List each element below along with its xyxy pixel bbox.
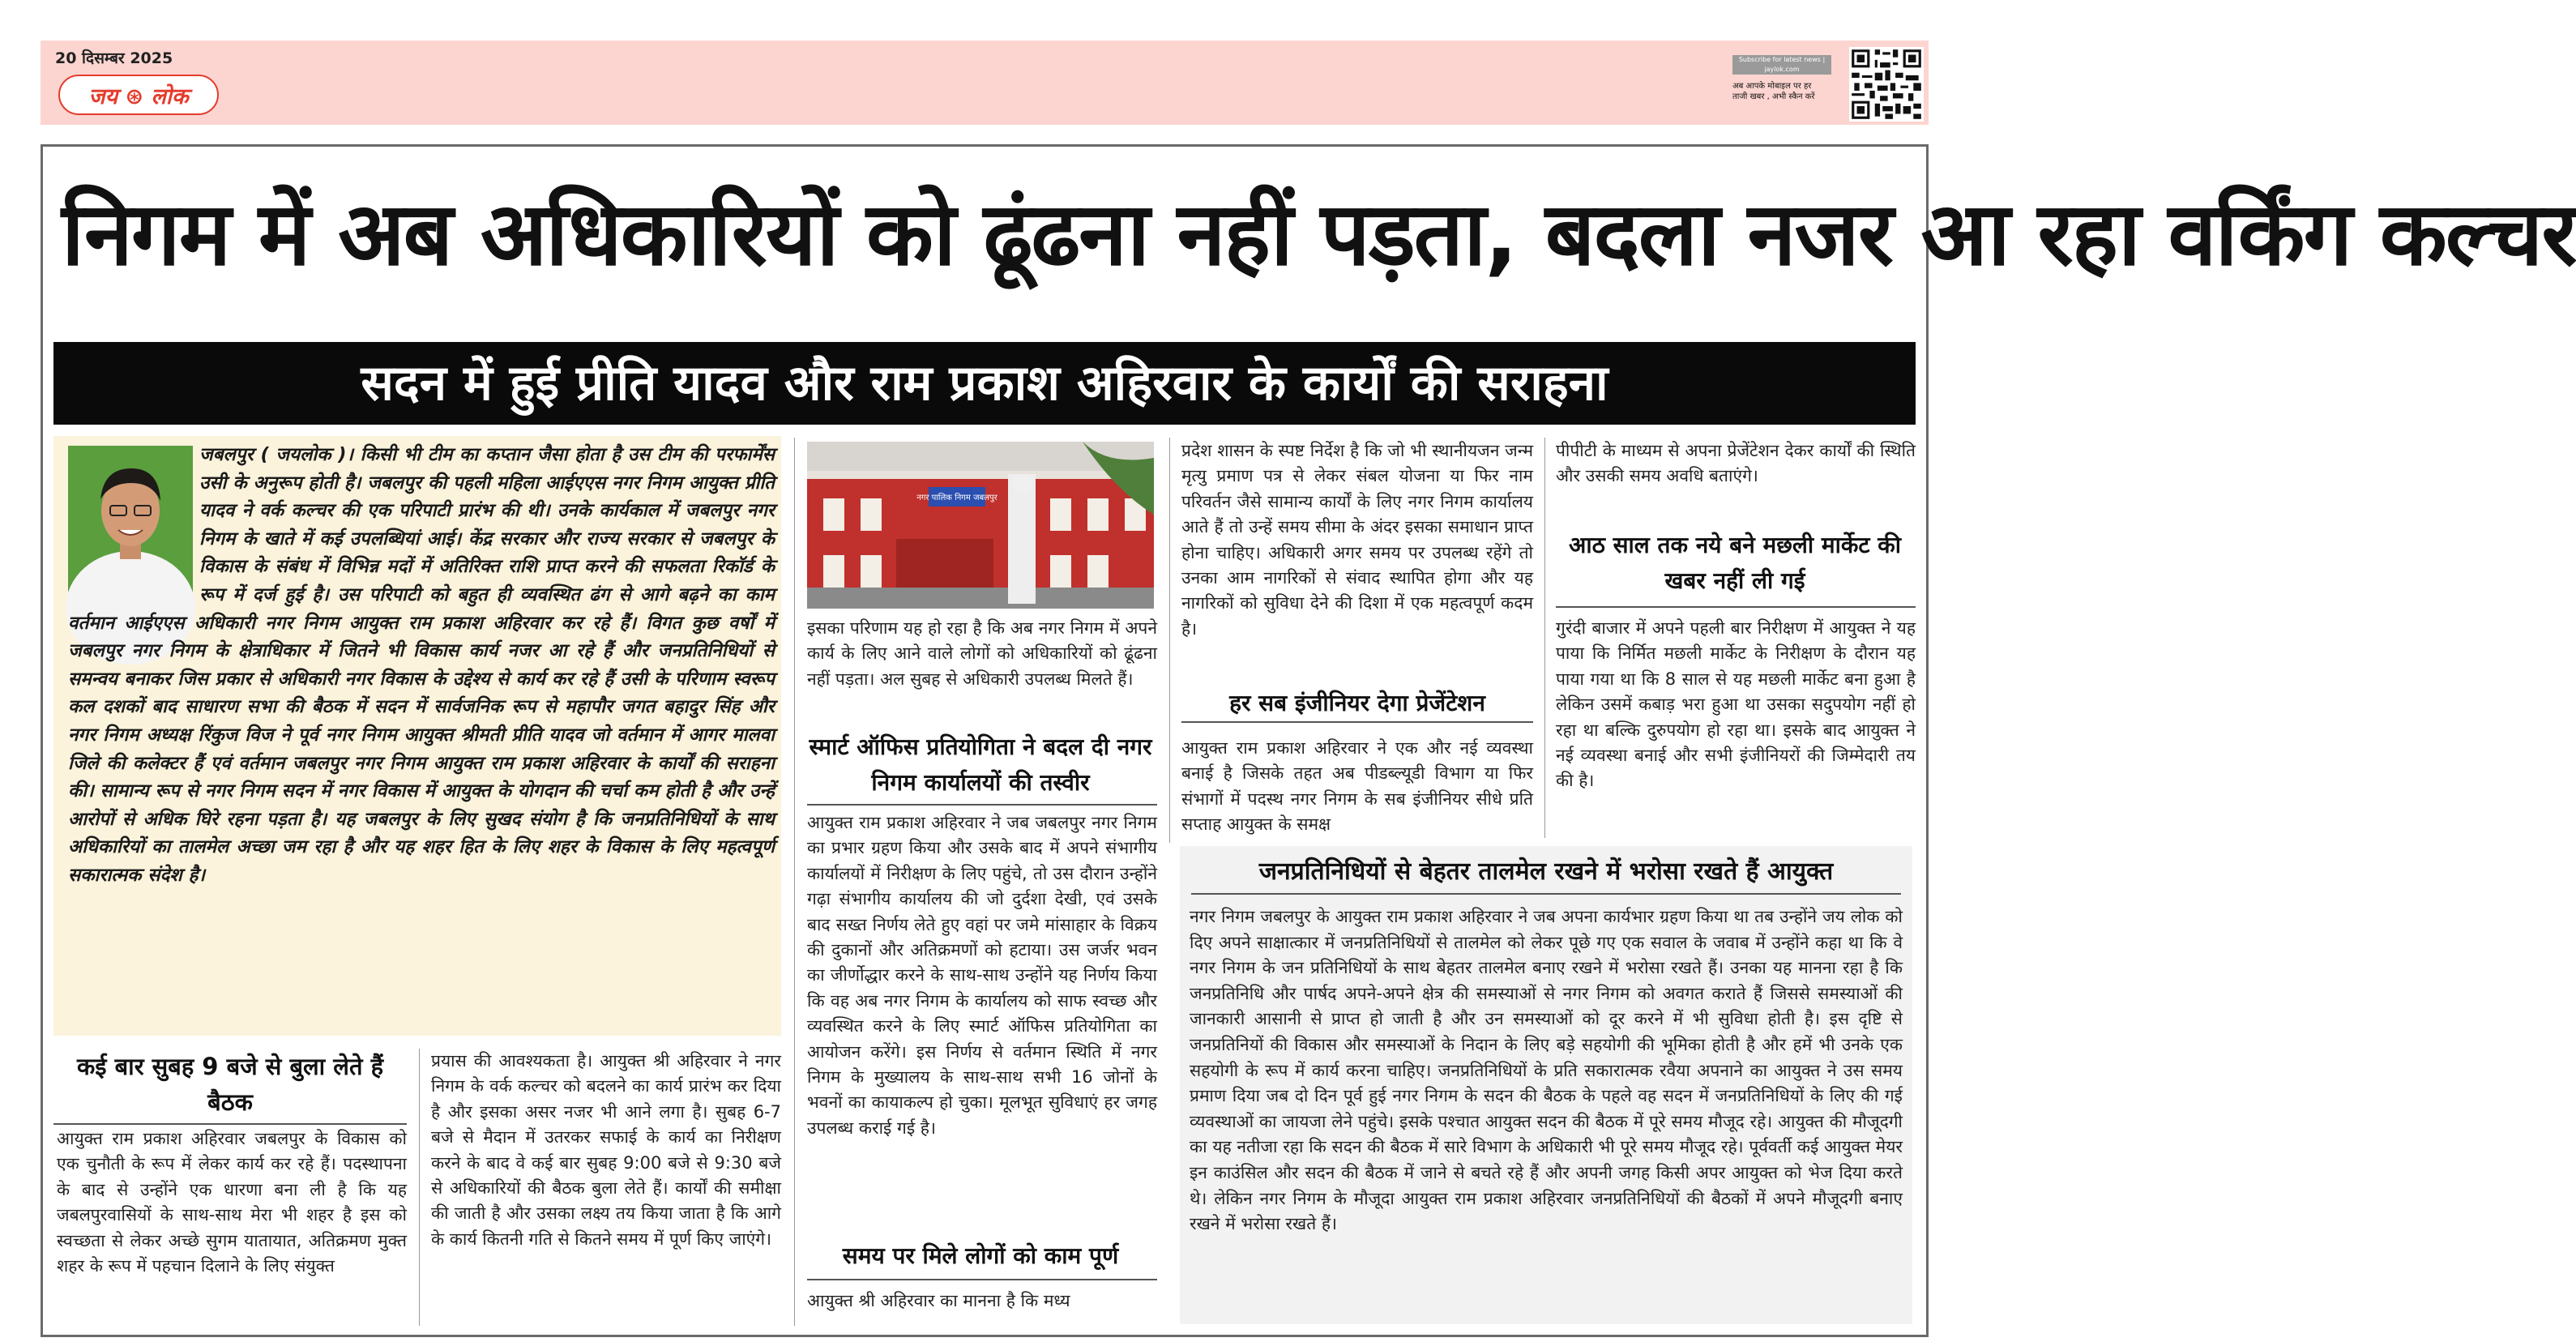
masthead <box>41 41 1929 125</box>
promo-banner: Subscribe for latest news | jaylok.com <box>1732 55 1831 75</box>
column-divider <box>794 438 795 1326</box>
building-illustration-icon <box>807 442 1154 609</box>
column-4-intro: प्रदेश शासन के स्पष्ट निर्देश है कि जो भी स्थानीयजन जन्म मृत्यु प्रमाण पत्र से लेकर संबल योजना या फिर नाम परिवर्तन जैसे सामान्य कार्यों के लिए नगर निगम कार्यालय आते हैं तो उन्हें समय सीमा के अंदर इसका समाधान प्राप्त होना चाहिए। अधिकारी अगर समय पर उपलब्ध रहेंगे तो उनका आम नागरिकों से संवाद स्थापित होगा और यह नागरिकों को सुविधा देने की दिशा में एक महत्वपूर्ण कदम है। <box>1181 441 1533 639</box>
heading-underline <box>807 804 1157 806</box>
promo-line-2: ताजी खबर , अभी स्कैन करें <box>1732 92 1815 101</box>
section-heading-fish-market: आठ साल तक नये बने मछली मार्केट की खबर नहीं ली गई <box>1568 532 1902 594</box>
section-heading-smart-office: स्मार्ट ऑफिस प्रतियोगिता ने बदल दी नगर निगम कार्यालयों की तस्वीर <box>809 733 1152 796</box>
heading-underline <box>1181 721 1533 723</box>
column-3-intro: इसका परिणाम यह हो रहा है कि अब नगर निगम में अपने कार्य के लिए आने वाले लोगों को अधिकारियों को ढूंढना नहीं पड़ता। अल सुबह से अधिकारी उपलब्ध मिलते हैं। <box>807 618 1157 689</box>
heading-underline <box>53 1123 407 1125</box>
heading-underline <box>1191 893 1901 895</box>
section-heading-engineer-presentation: हर सब इंजीनियर देगा प्रेजेंटेशन <box>1229 690 1485 716</box>
section-body-timely-work: आयुक्त श्री अहिरवार का मानना है कि मध्य <box>807 1291 1070 1310</box>
column-divider <box>1169 438 1170 843</box>
column-2-body: प्रयास की आवश्यकता है। आयुक्त श्री अहिरवार ने नगर निगम के वर्क कल्चर को बदलने का कार्य प्रारंभ कर दिया है और इसका असर नजर भी आने लगा है। सुबह 6-7 बजे से मैदान में उतरकर सफाई के कार्य का निरीक्षण करने के बाद वे कई बार सुबह 9:00 बजे से 9:30 बजे से अधिकारियों की बैठक बुला लेते हैं। कार्यों की समीक्षा की जाती है और उसका लक्ष्य तय किया जाता है कि आगे के कार्य कितनी गति से कितने समय में पूर्ण किए जाएंगे। <box>431 1051 781 1249</box>
box-body: नगर निगम जबलपुर के आयुक्त राम प्रकाश अहिरवार ने जब अपना कार्यभार ग्रहण किया था तब उन्होंने जय लोक को दिए अपने साक्षात्कार में जनप्रतिनिधियों से तालमेल को लेकर पूछे गए एक सवाल के जवाब में उन्होंने कहा था कि वे नगर निगम के जन प्रतिनिधियों के साथ बेहतर तालमेल बनाए रखने में भरोसा रखते हैं। उनका यह मानना रहा है कि जनप्रतिनिधि और पार्षद अपने-अपने क्षेत्र की समस्याओं से नगर निगम को अवगत कराते हैं जिससे समस्याओं की जानकारी आसानी से प्राप्त हो जाती है और उन समस्याओं को दूर करने में भी सुविधा होती है। इस दृष्टि से जनप्रतिनियों की विकास और समस्याओं के निदान के लिए बड़े सहयोगी की भूमिका होती है और हमें भी उनके एक सहयोगी के रूप में कार्य करना चाहिए। जनप्रतिनिधियों के प्रति सकारात्मक रवैया अपनाने का आयुक्त ने उस समय प्रमाण दिया जब दो दिन पूर्व हुई नगर निगम के सदन की बैठक के पहले वह सदन में जनप्रतिनिधियों के लिए की गई व्यवस्थाओं का जायजा लेने पहुंचे। इसके पश्चात आयुक्त सदन की बैठक में पूरे समय मौजूद रहे। आयुक्त की मौजूदगी का यह नतीजा रहा कि सदन की बैठक में सारे विभाग के अधिकारी भी पूरे समय मौजूद रहे। पूर्ववर्ती कई आयुक्त मेयर इन काउंसिल और सदन की बैठक में जाने से बचते रहे हैं और अपनी जगह किसी अपर आयुक्त को भेज दिया करते थे। लेकिन नगर निगम के मौजूदा आयुक्त राम प्रकाश अहिरवार जनप्रतिनिधियों की बैठकों में अपने मौजूदगी बनाए रखने में भरोसा रखते हैं। <box>1190 907 1903 1234</box>
section-body-engineer-presentation: आयुक्त राम प्रकाश अहिरवार ने एक और नई व्यवस्था बनाई है जिसके तहत अब पीडब्ल्यूडी विभाग या फिर संभागों में पदस्थ नगर निगम के सब इंजीनियर सीधे प्रति सप्ताह आयुक्त के समक्ष <box>1181 738 1533 835</box>
column-divider <box>419 1049 420 1326</box>
section-heading-morning-meetings: कई बार सुबह 9 बजे से बुला लेते हैं बैठक <box>77 1053 383 1116</box>
promo-line-1: अब आपके मोबाइल पर हर <box>1732 82 1812 91</box>
section-body-smart-office: आयुक्त राम प्रकाश अहिरवार ने जब जबलपुर नगर निगम का प्रभार ग्रहण किया और उसके बाद में अपने संभागीय कार्यालयों में निरीक्षण के लिए पहुंचे, तो उस दौरान उन्होंने गढ़ा संभागीय कार्यालय की जो दुर्दशा देखी, एवं उसके बाद सख्त निर्णय लेते हुए वहां पर जमे मांसाहार के विक्रय की दुकानों और अतिक्रमणों को हटाया। उस जर्जर भवन का जीर्णोद्धार करने के साथ-साथ उन्होंने यह निर्णय किया कि वह अब नगर निगम के कार्यालय को साफ स्वच्छ और व्यवस्थित करने के लिए स्मार्ट ऑफिस प्रतियोगिता का आयोजन करेंगे। इस निर्णय से वर्तमान स्थिति में नगर निगम के मुख्यालय के साथ-साथ सभी 16 जोनों के भवनों का कायाकल्प हो चुका। मूलभूत सुविधाएं हर जगह उपलब्ध कराई गई है। <box>807 813 1157 1138</box>
jaylok-logo: जय ⊛ लोक <box>58 75 219 115</box>
building-sign-text: नगर पालिक निगम जबलपुर <box>916 494 998 502</box>
heading-underline <box>1556 606 1916 608</box>
column-divider <box>1544 438 1545 838</box>
headline: निगम में अब अधिकारियों को ढूंढना नहीं पड़ता, बदला नजर आ रहा वर्किंग कल्चर <box>62 184 2576 285</box>
issue-date: 20 दिसम्बर 2025 <box>55 49 173 67</box>
box-heading: जनप्रतिनिधियों से बेहतर तालमेल रखने में भरोसा रखते हैं आयुक्त <box>1258 857 1834 886</box>
section-heading-timely-work: समय पर मिले लोगों को काम पूर्ण <box>842 1242 1119 1269</box>
column-5-intro: पीपीटी के माध्यम से अपना प्रेजेंटेशन देकर कार्यों की स्थिति और उसकी समय अवधि बताएंगे। <box>1556 441 1916 486</box>
lead-text: जबलपुर ( जयलोक )। किसी भी टीम का कप्तान जैसा होता है उस टीम की परफार्मेंस उसी के अनुरूप होती है। जबलपुर की पहली महिला आईएएस नगर निगम आयुक्त प्रीति यादव ने वर्क कल्चर की एक परिपाटी प्रारंभ की थी। उनके कार्यकाल में जबलपुर नगर निगम के खाते में कई उपलब्धियां आई। केंद्र सरकार और राज्य सरकार से जबलपुर के विकास के संबंध में विभिन्न मदों में अतिरिक्त राशि प्राप्त करने की सफलता रिकॉर्ड के रूप में दर्ज हुई है। उस परिपाटी को बहुत ही व्यवस्थित ढंग से आगे बढ़ने का काम वर्तमान आईएएस अधिकारी नगर निगम आयुक्त राम प्रकाश अहिरवार कर रहे हैं। विगत कुछ वर्षों में जबलपुर नगर निगम के क्षेत्राधिकार में जितने भी विकास कार्य नजर आ रहे हैं और जनप्रतिनिधियों से समन्वय बनाकर जिस प्रकार से अधिकारी नगर विकास के उद्देश्य से कार्य कर रहे हैं उसी के परिणाम स्वरूप कल दशकों बाद साधारण सभा की बैठक में सदन में सार्वजनिक रूप से महापौर जगत बहादुर सिंह और नगर निगम अध्यक्ष रिंकुज विज ने पूर्व नगर निगम आयुक्त श्रीमती प्रीति यादव जो वर्तमान में आगर मालवा जिले की कलेक्टर हैं एवं वर्तमान जबलपुर नगर निगम आयुक्त राम प्रकाश अहिरवार के कार्यों की सराहना की। सामान्य रूप से नगर निगम सदन में नगर विकास में आयुक्त के योगदान की चर्चा कम होती है और उन्हें आरोपों से अधिक घिरे रहना पड़ता है। यह जबलपुर के लिए सुखद संयोग है कि जनप्रतिनिधियों के साथ अधिकारियों का तालमेल अच्छा जम रहा है और यह शहर हित के लिए शहर के विकास के लिए महत्वपूर्ण सकारात्मक संदेश है। <box>68 444 775 886</box>
qr-promo <box>1732 55 1831 120</box>
subheadline: सदन में हुई प्रीति यादव और राम प्रकाश अहिरवार के कार्यों की सराहना <box>53 342 1916 425</box>
section-body-morning-meetings: आयुक्त राम प्रकाश अहिरवार जबलपुर के विकास को एक चुनौती के रूप में लेकर कार्य कर रहे हैं। पदस्थापना के बाद से उन्होंने एक धारणा बना ली है कि यह जबलपुरवासियों के साथ-साथ मेरा भी शहर है इस को स्वच्छता से लेकर अच्छे सुगम यातायात, अतिक्रमण मुक्त शहर के रूप में पहचान दिलाने के लिए संयुक्त <box>57 1129 407 1276</box>
section-body-fish-market: गुरंदी बाजार में अपने पहली बार निरीक्षण में आयुक्त ने यह पाया कि निर्मित मछली मार्केट के निरीक्षण के दौरान यह पाया गया था कि 8 साल से यह मछली मार्केट बना हुआ है लेकिन उसमें कबाड़ भरा हुआ था उसका सदुपयोग नहीं हो रहा था बल्कि दुरुपयोग हो रहा था। इसके बाद आयुक्त ने नई व्यवस्था बनाई और सभी इंजीनियरों की जिम्मेदारी तय की है। <box>1556 618 1916 791</box>
municipal-building-photo <box>807 442 1154 609</box>
lead-paragraph <box>68 441 775 1034</box>
heading-underline <box>807 1279 1157 1280</box>
qr-code-icon[interactable] <box>1849 47 1924 122</box>
